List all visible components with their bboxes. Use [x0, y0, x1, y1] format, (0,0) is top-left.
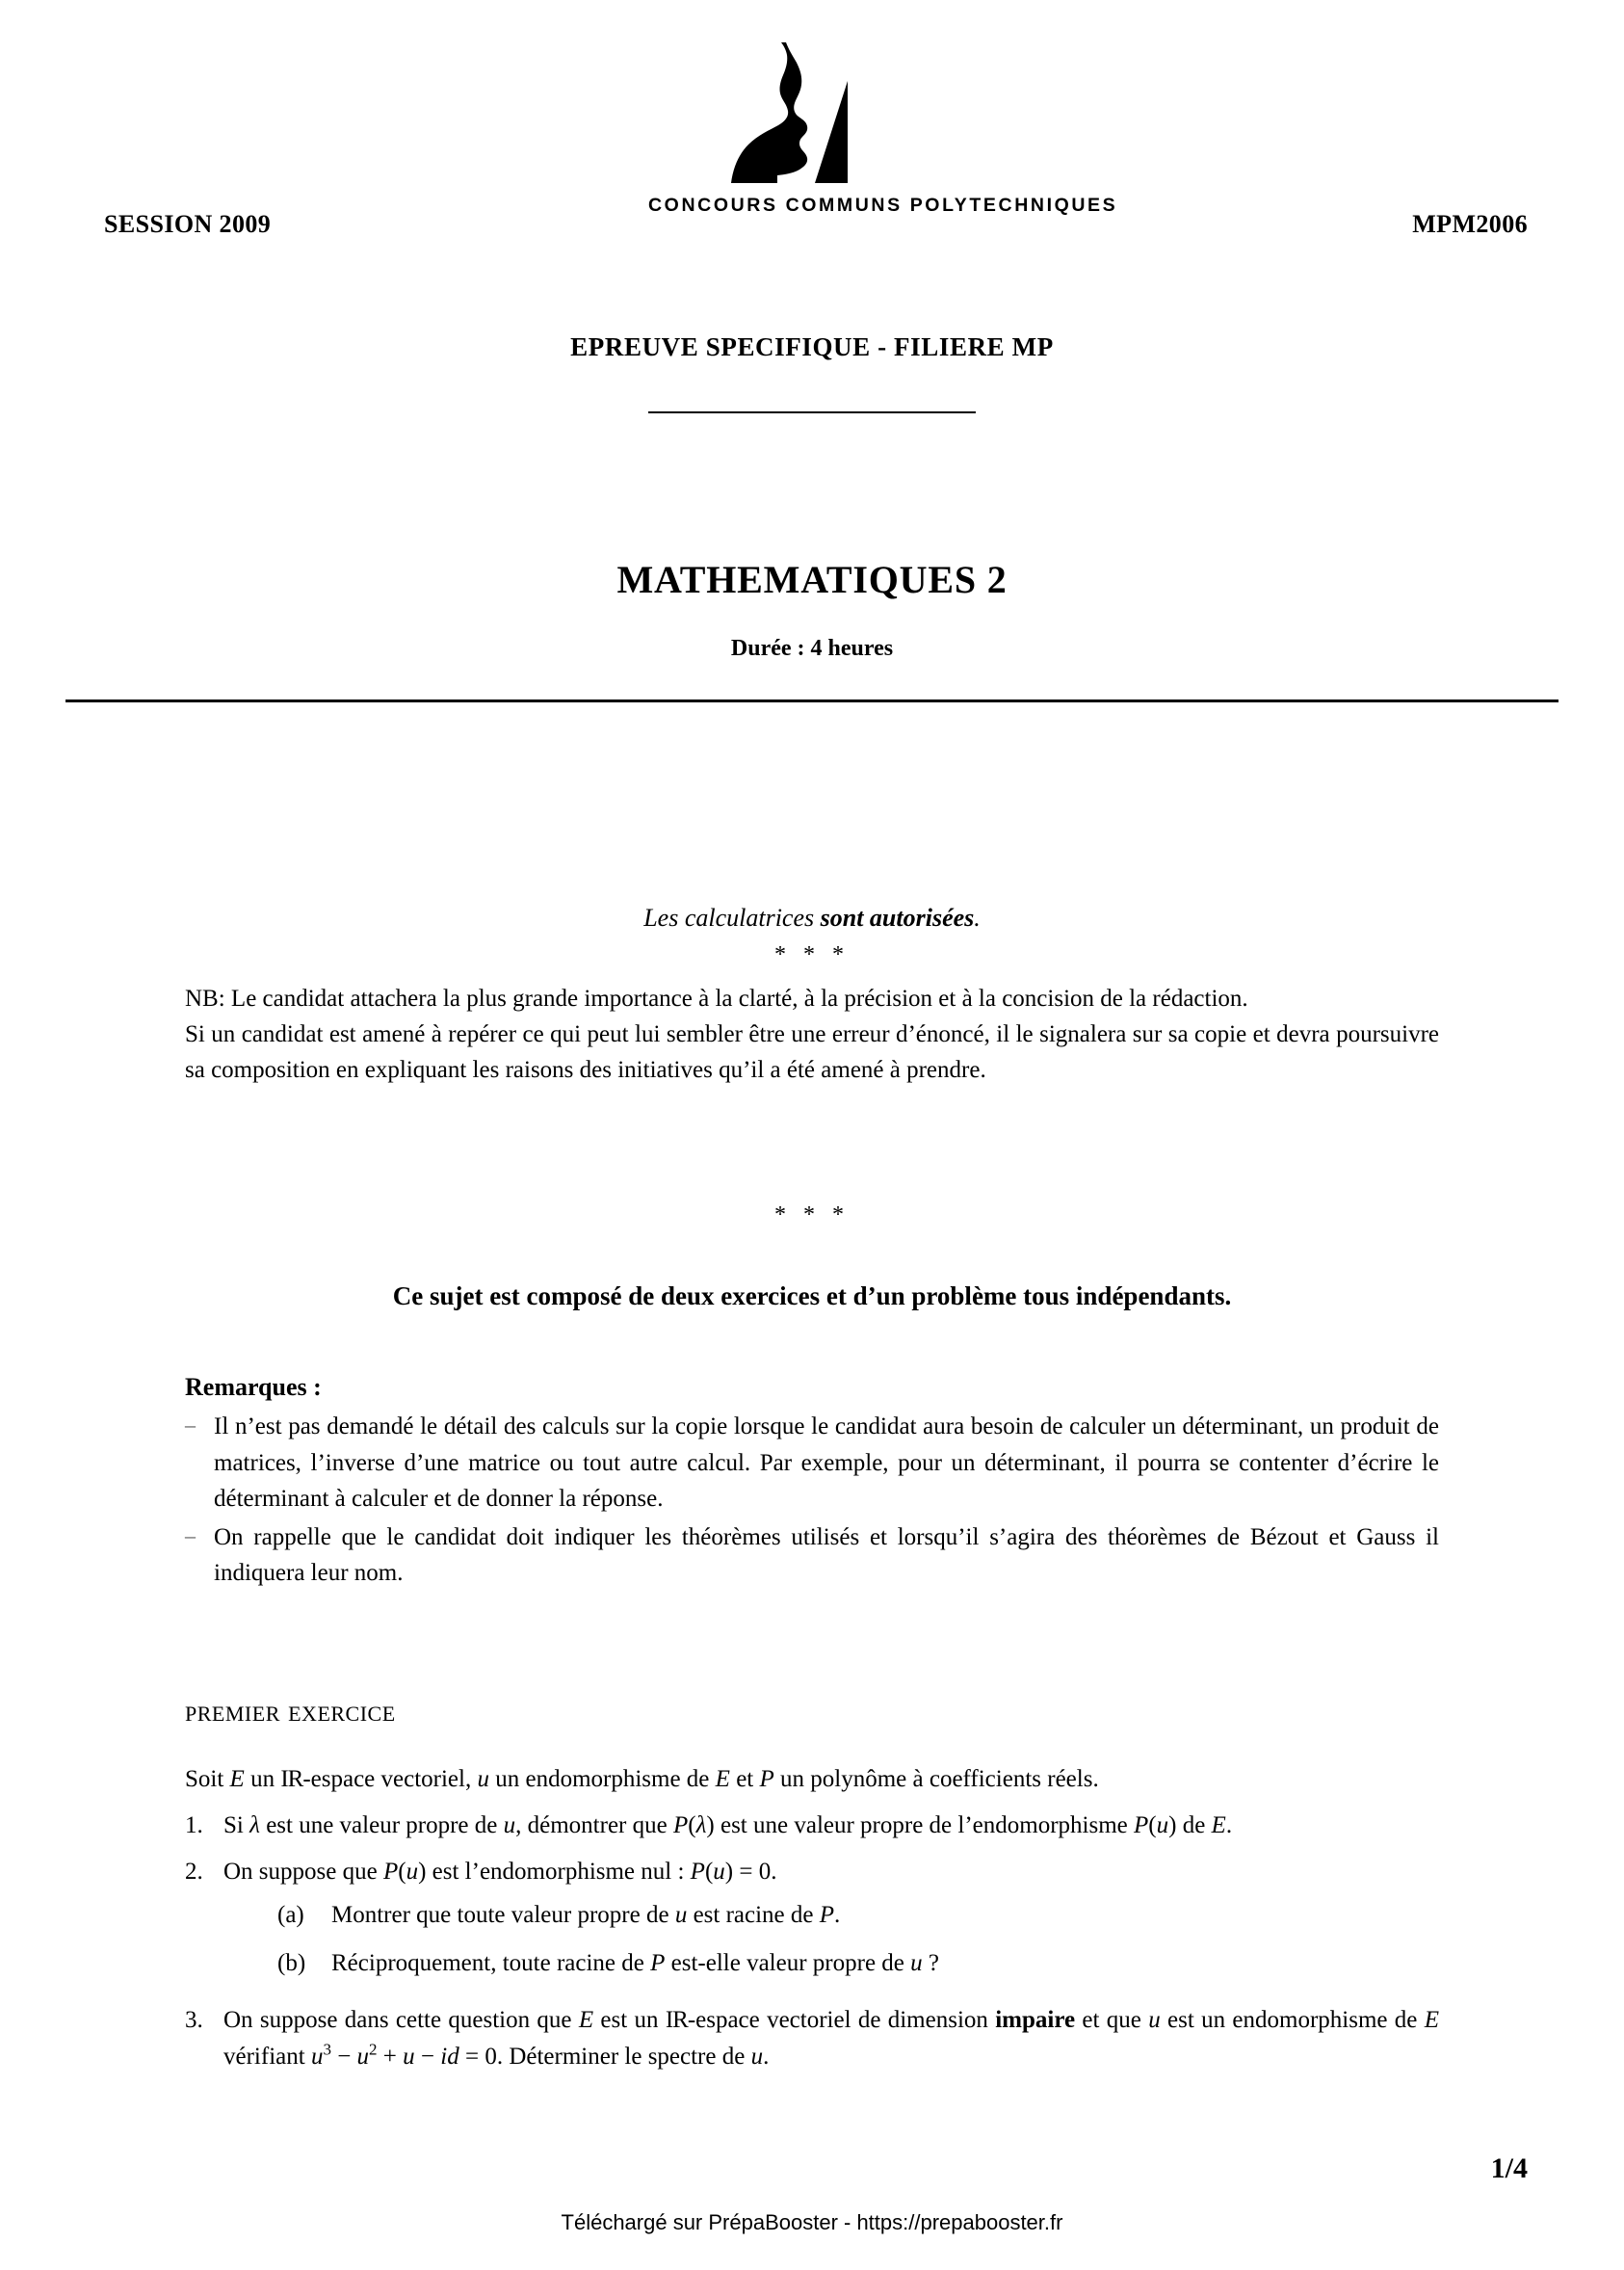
header-divider [648, 411, 976, 413]
question-number: 2. [185, 1858, 203, 1885]
question-3 [185, 2002, 1439, 2074]
calculators-emphasis: sont autorisées [820, 904, 975, 932]
question-2a [277, 1897, 1439, 1934]
section-heading-premier-exercice: premier exercice [185, 1694, 396, 1728]
calculators-notice [0, 904, 1624, 933]
questions-list [185, 1808, 1439, 2084]
dash-bullet-icon: – [185, 1522, 196, 1547]
logo-caption: CONCOURS COMMUNS POLYTECHNIQUES [648, 195, 1118, 216]
question-2 [185, 1854, 1439, 1993]
nb-paragraph-2: Si un candidat est amené à repérer ce qui peut lui sembler être une erreur d’énoncé, il le signalera sur sa copie et devra poursuivre sa composition en expliquant les raisons des initiatives qu’il a été amené à prendre. [185, 1021, 1439, 1083]
page-title: MATHEMATIQUES 2 [616, 558, 1008, 601]
list-item [185, 1409, 1439, 1518]
sub-text: Réciproquement, toute racine de P est-elle valeur propre de u ? [331, 1949, 940, 1976]
exercise-intro: Soit E un IR-espace vectoriel, u un endomorphisme de E et P un polynôme à coefficients réels. [185, 1766, 1099, 1792]
nb-block [185, 981, 1439, 1088]
question-number: 1. [185, 1812, 203, 1838]
sub-label: (a) [277, 1902, 304, 1928]
stars-separator-bottom: * * * [774, 1202, 850, 1227]
paper-code-label: MPM2006 [1412, 210, 1528, 238]
stars-separator-top: * * * [774, 942, 850, 967]
remarques-heading: Remarques : [185, 1373, 322, 1401]
session-label: SESSION 2009 [104, 210, 272, 238]
calculators-suffix: . [974, 904, 981, 932]
composition-notice: Ce sujet est composé de deux exercices et d’un problème tous indépendants. [392, 1281, 1232, 1310]
remarque-text: Il n’est pas demandé le détail des calculs sur la copie lorsque le candidat aura besoin de calculer un déterminant, un produit de matrices, l’inverse d’une matrice ou tout autre calcul. Par exemple, pour un déterminant, il pourra se contenter d’écrire le déterminant à calculer et de donner la réponse. [214, 1413, 1439, 1512]
question-3-emphasis: impaire [995, 2007, 1076, 2033]
question-1 [185, 1808, 1439, 1844]
logo-block [648, 37, 1118, 217]
epreuve-title: EPREUVE SPECIFIQUE - FILIERE MP [570, 332, 1054, 361]
nb-paragraph-1: NB: Le candidat attachera la plus grande importance à la clarté, à la précision et à la concision de la rédaction. [185, 986, 1248, 1012]
question-text: On suppose dans cette question que E est un IR-espace vectoriel de dimension impaire et que u est un endomorphisme de E vérifiant $u^3 - u^2 + u$ − id = 0. Déterminer le spectre de u. [223, 2007, 1439, 2070]
question-number: 3. [185, 2007, 203, 2033]
question-text: On suppose que P(u) est l’endomorphisme nul : P(u) = 0. (a) Montrer que toute valeur propre de u est racine de P. (b) Réciproquement, toute racine de P est-elle valeur propre de u ? [223, 1854, 1439, 1993]
question-text: Si λ est une valeur propre de u, démontrer que P(λ) est une valeur propre de l’endomorphisme P(u) de E. [223, 1812, 1233, 1838]
duration-label: Durée : 4 heures [730, 636, 894, 661]
question-2-sublist [277, 1897, 1439, 1981]
dash-bullet-icon: – [185, 1412, 196, 1437]
remarque-text: On rappelle que le candidat doit indiquer les théorèmes utilisés et lorsqu’il s’agira des théorèmes de Bézout et Gauss il indiquera leur nom. [214, 1523, 1439, 1586]
remarques-list [185, 1409, 1439, 1594]
list-item [185, 1519, 1439, 1592]
footer-credit: Téléchargé sur PrépaBooster - https://prepabooster.fr [561, 2210, 1063, 2234]
title-divider [65, 699, 1559, 702]
page-header [0, 29, 1624, 279]
question-2b [277, 1945, 1439, 1982]
page-number: 1/4 [1490, 2152, 1528, 2184]
sub-label: (b) [277, 1949, 306, 1976]
sub-text: Montrer que toute valeur propre de u est racine de P. [331, 1902, 841, 1928]
calculators-prefix: Les calculatrices [643, 904, 821, 932]
cnc-profile-logo-icon [725, 37, 899, 191]
